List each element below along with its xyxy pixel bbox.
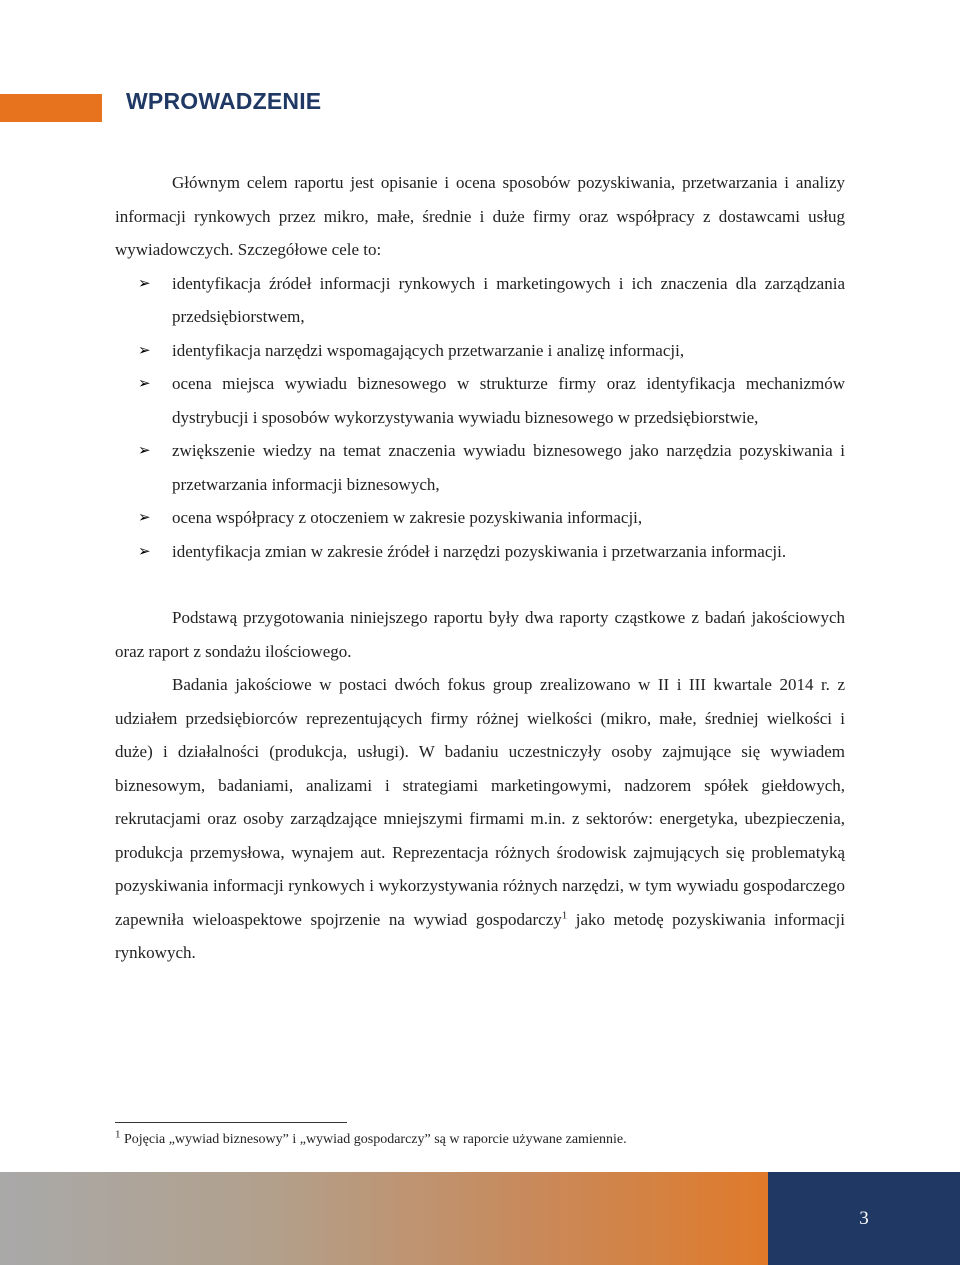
page-footer bbox=[0, 1172, 960, 1265]
footnote-text: Pojęcia „wywiad biznesowy” i „wywiad gospodarczy” są w raporcie używane zamiennie. bbox=[120, 1132, 627, 1147]
arrow-bullet-icon: ➢ bbox=[138, 340, 151, 359]
section-accent-bar bbox=[0, 94, 102, 122]
qualitative-text-end: jako metodę pozyskiwania informacji rynkowych. bbox=[115, 909, 845, 962]
qualitative-text: Badania jakościowe w postaci dwóch fokus group zrealizowano w II i III kwartale 2014 r. z udziałem przedsiębiorców reprezentujących firmy różnej wielkości (mikro, małe, średniej wielkości i duże) i działalności (produkcja, usługi). W badaniu uczestniczyły osoby zajmujące się wywiadem biznesowym, badaniami, analizami i strategiami marketingowymi, nadzorem spółek giełdowych, rekrutacjami oraz osoby zarządzające mniejszymi firmami m.in. z sektorów: energetyka, ubezpieczenia, produkcja przemysłowa, wynajem aut. Reprezentacja różnych środowisk zajmujących się problematyką pozyskiwania informacji rynkowych i wykorzystywania różnych narzędzi, w tym wywiadu gospodarczego zapewniła wieloaspektowe spojrzenie na wywiad gospodarczy bbox=[115, 675, 845, 929]
footnote-reference[interactable]: 1 bbox=[561, 908, 568, 921]
section-heading: WPROWADZENIE bbox=[126, 88, 322, 114]
page-number: 3 bbox=[768, 1172, 960, 1265]
body-content bbox=[115, 166, 845, 970]
goal-text: identyfikacja narzędzi wspomagających przetwarzanie i analizę informacji, bbox=[172, 340, 685, 360]
goal-item bbox=[138, 334, 845, 368]
arrow-bullet-icon: ➢ bbox=[138, 441, 151, 459]
goal-item bbox=[138, 535, 845, 569]
footnote-separator bbox=[115, 1122, 347, 1123]
arrow-bullet-icon: ➢ bbox=[138, 541, 151, 560]
goal-text: identyfikacja zmian w zakresie źródeł i narzędzi pozyskiwania i przetwarzania informacji. bbox=[172, 541, 787, 561]
goal-item bbox=[138, 501, 845, 535]
arrow-bullet-icon: ➢ bbox=[138, 374, 151, 392]
goal-text: ocena współpracy z otoczeniem w zakresie pozyskiwania informacji, bbox=[172, 508, 643, 527]
arrow-bullet-icon: ➢ bbox=[138, 508, 151, 526]
goal-text: zwiększenie wiedzy na temat znaczenia wywiadu biznesowego jako narzędzia pozyskiwania i przetwarzania informacji biznesowych, bbox=[172, 441, 845, 494]
goal-item bbox=[138, 267, 845, 334]
goals-list bbox=[115, 267, 845, 569]
intro-paragraph: Głównym celem raportu jest opisanie i ocena sposobów pozyskiwania, przetwarzania i analizy informacji rynkowych przez mikro, małe, średnie i duże firmy oraz współpracy z dostawcami usług wywiadowczych. Szczegółowe cele to: bbox=[115, 173, 845, 259]
footnote-marker: 1 bbox=[115, 1128, 121, 1141]
basis-paragraph: Podstawą przygotowania niniejszego raportu były dwa raporty cząstkowe z badań jakościowych oraz raport z sondażu ilościowego. bbox=[115, 608, 845, 661]
goal-item bbox=[138, 367, 845, 434]
goal-text: ocena miejsca wywiadu biznesowego w strukturze firmy oraz identyfikacja mechanizmów dystrybucji i sposobów wykorzystywania wywiadu biznesowego w przedsiębiorstwie, bbox=[172, 374, 845, 427]
footnote bbox=[115, 1130, 845, 1150]
arrow-bullet-icon: ➢ bbox=[138, 273, 151, 292]
goal-text: identyfikacja źródeł informacji rynkowych i marketingowych i ich znaczenia dla zarządzania przedsiębiorstwem, bbox=[172, 273, 845, 326]
qualitative-research-paragraph bbox=[115, 668, 845, 970]
goal-item bbox=[138, 434, 845, 501]
